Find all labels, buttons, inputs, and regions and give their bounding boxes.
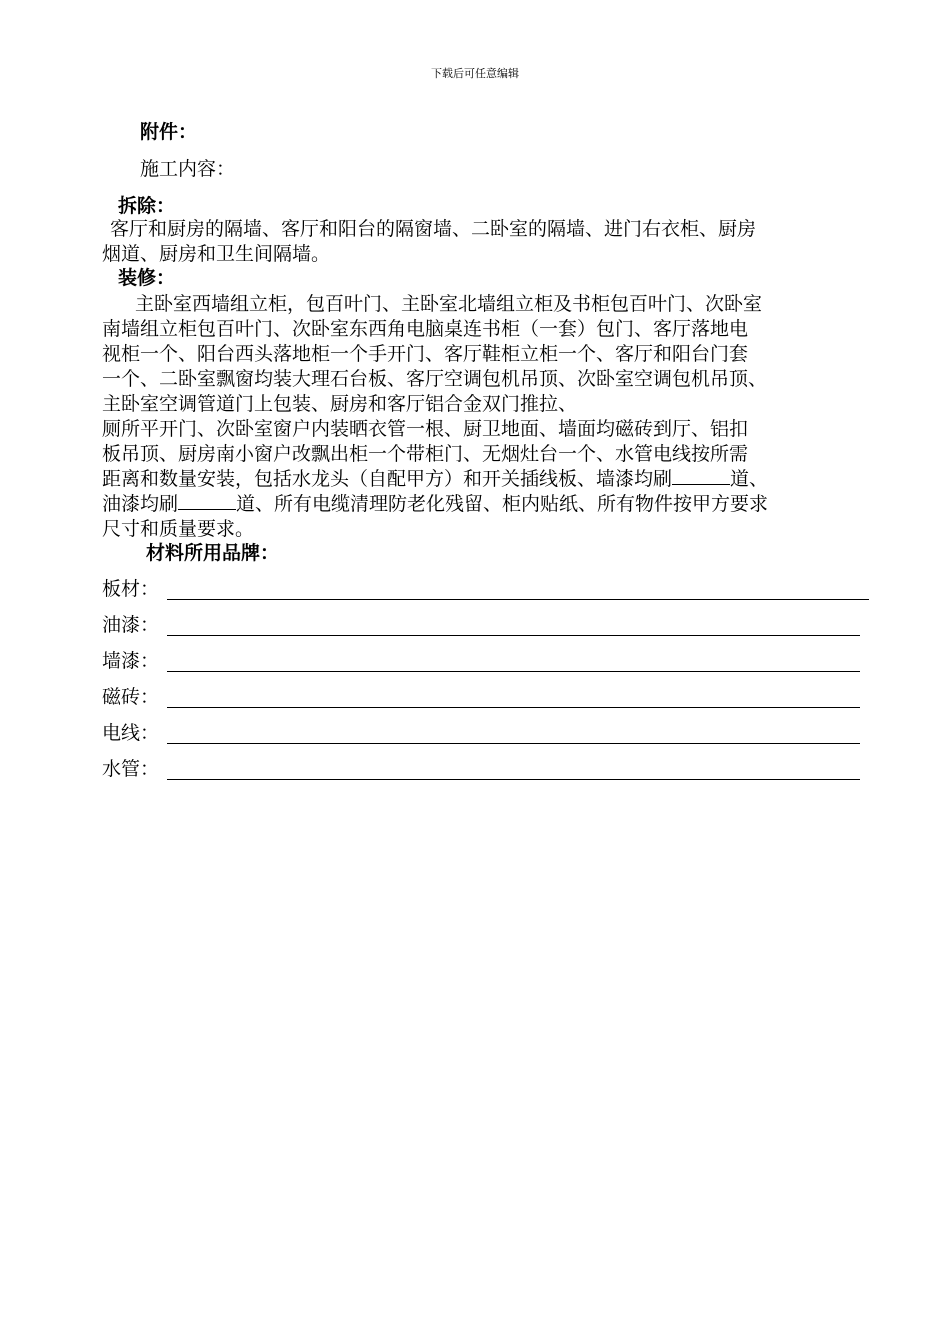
decoration-line-8-text: 距离和数量安装，包括水龙头（自配甲方）和开关插线板、墙漆均刷: [102, 468, 673, 490]
material-label: 磁砖：: [102, 686, 160, 708]
decoration-line-9-prefix: 油漆均刷: [102, 493, 179, 515]
decoration-line-6: 厕所平开门、次卧室窗户内装晒衣管一根、厨卫地面、墙面均磁砖到厅、铝扣: [102, 418, 749, 440]
demolition-line-1: 客厅和厨房的隔墙、客厅和阳台的隔窗墙、二卧室的隔墙、进门右衣柜、厨房: [110, 218, 757, 240]
decoration-heading: 装修：: [118, 267, 176, 289]
material-label: 油漆：: [102, 614, 160, 636]
material-fill-line: [167, 743, 860, 744]
material-fill-line: [167, 635, 860, 636]
decoration-line-8: [102, 466, 768, 492]
wall-paint-coats-blank: [672, 466, 730, 485]
decoration-line-2: 南墙组立柜包百叶门、次卧室东西角电脑桌连书柜（一套）包门、客厅落地电: [102, 318, 749, 340]
material-fill-line: [167, 671, 860, 672]
demolition-line-2: 烟道、厨房和卫生间隔墙。: [102, 243, 331, 265]
decoration-line-1: 主卧室西墙组立柜，包百叶门、主卧室北墙组立柜及书柜包百叶门、次卧室: [116, 293, 763, 315]
decoration-line-9: [102, 491, 768, 517]
decoration-line-3: 视柜一个、阳台西头落地柜一个手开门、客厅鞋柜立柜一个、客厅和阳台门套: [102, 343, 749, 365]
decoration-line-9-suffix: 道、所有电缆清理防老化残留、柜内贴纸、所有物件按甲方要求: [236, 493, 769, 515]
material-label: 墙漆：: [102, 650, 160, 672]
decoration-line-8-suffix: 道、: [730, 468, 769, 490]
material-label: 板材：: [102, 578, 160, 600]
material-label: 水管：: [102, 758, 160, 780]
material-fill-line: [167, 779, 860, 780]
material-fill-line: [167, 599, 869, 600]
oil-paint-coats-blank: [178, 491, 236, 510]
decoration-line-7: 板吊顶、厨房南小窗户改飘出柜一个带柜门、无烟灶台一个、水管电线按所需: [102, 443, 749, 465]
decoration-line-4: 一个、二卧室飘窗均装大理石台板、客厅空调包机吊顶、次卧室空调包机吊顶、: [102, 368, 768, 390]
demolition-heading: 拆除：: [118, 195, 176, 217]
construction-content-label: 施工内容：: [140, 158, 236, 180]
material-label: 电线：: [102, 722, 160, 744]
attachment-title: 附件：: [140, 121, 198, 143]
decoration-line-5: 主卧室空调管道门上包装、厨房和客厅铝合金双门推拉、: [102, 393, 578, 415]
page-header-note: 下载后可任意编辑: [431, 67, 519, 80]
material-fill-line: [167, 707, 860, 708]
materials-heading: 材料所用品牌：: [146, 542, 280, 564]
decoration-line-10: 尺寸和质量要求。: [102, 518, 255, 540]
